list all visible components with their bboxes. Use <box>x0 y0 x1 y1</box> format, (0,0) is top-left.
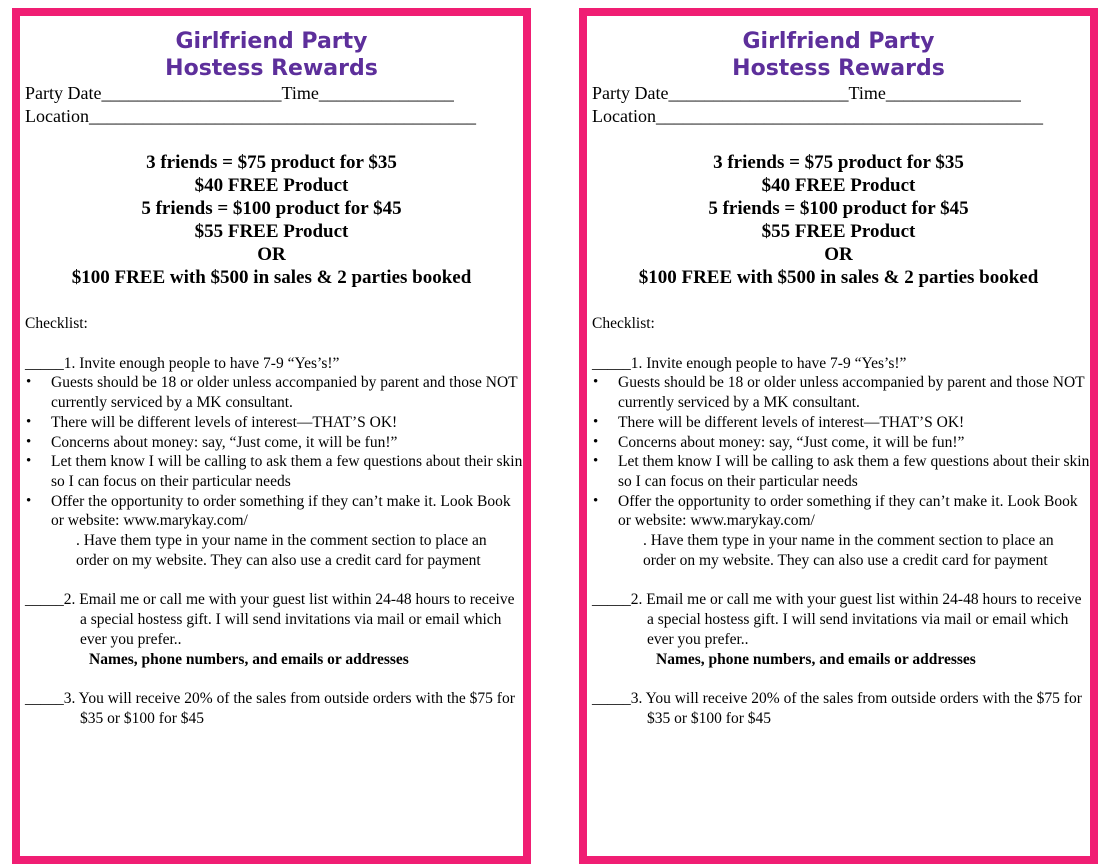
list-item: • Guests should be 18 or older unless accompanied by parent and those NOT currently serviced by a MK consultant. <box>593 374 1085 412</box>
hostess-rewards-card-right <box>579 8 1098 864</box>
offer-line: $55 FREE Product <box>761 221 916 242</box>
title-line-2: Hostess Rewards <box>732 56 945 81</box>
list-item: • There will be different levels of interest—THAT’S OK! <box>26 413 398 431</box>
offer-line: $100 FREE with $500 in sales & 2 parties booked <box>638 267 1039 288</box>
step-3: _____3. You will receive 20% of the sales from outside orders with the $75 for $35 or $100 for $45 <box>592 690 1082 727</box>
bullet-continuation: . Have them type in your name in the comment section to place an order on my website. They can also use a credit card for payment <box>76 532 487 569</box>
step-2: _____2. Email me or call me with your guest list within 24-48 hours to receive a special hostess gift. I will send invitations via mail or email which ever you prefer.. <box>592 591 1082 648</box>
list-item: • Let them know I will be calling to ask them a few questions about their skin so I can focus on their particular needs <box>593 453 1090 490</box>
offer-line: OR <box>257 244 286 265</box>
offer-line: 3 friends = $75 product for $35 <box>713 152 964 173</box>
bullet-icon: • <box>26 374 32 391</box>
title-line-1: Girlfriend Party <box>175 29 368 54</box>
list-item: • Guests should be 18 or older unless accompanied by parent and those NOT currently serviced by a MK consultant. <box>26 374 518 412</box>
list-item: • Let them know I will be calling to ask them a few questions about their skin so I can focus on their particular needs <box>26 453 523 490</box>
offer-line: $40 FREE Product <box>194 175 349 196</box>
step-2-bold: Names, phone numbers, and emails or addresses <box>89 650 409 668</box>
checklist-label: Checklist: <box>592 315 655 332</box>
title-line-2: Hostess Rewards <box>165 56 378 81</box>
step-2: _____2. Email me or call me with your guest list within 24-48 hours to receive a special hostess gift. I will send invitations via mail or email which ever you prefer.. <box>25 591 515 648</box>
checklist-label: Checklist: <box>25 315 88 332</box>
bullet-icon: • <box>593 374 599 391</box>
card-title <box>587 28 1090 82</box>
bullet-icon: • <box>593 413 599 430</box>
location-field: Location___________________________________________ <box>592 106 1043 126</box>
step-1-bullets <box>587 373 1090 531</box>
step-2-bold: Names, phone numbers, and emails or addresses <box>656 650 976 668</box>
step-1: _____1. Invite enough people to have 7-9 “Yes’s!” <box>592 354 907 372</box>
hostess-rewards-card-left <box>12 8 531 864</box>
offers-block <box>587 151 1090 289</box>
bullet-icon: • <box>26 433 32 450</box>
offer-line: 5 friends = $100 product for $45 <box>141 198 402 219</box>
bullet-icon: • <box>26 453 32 470</box>
bullet-icon: • <box>593 492 599 509</box>
offer-line: $100 FREE with $500 in sales & 2 parties booked <box>71 267 472 288</box>
party-date-field: Party Date____________________Time_______________ <box>25 83 454 103</box>
bullet-icon: • <box>26 492 32 509</box>
offers-block <box>20 151 523 289</box>
offer-line: $55 FREE Product <box>194 221 349 242</box>
offer-line: 3 friends = $75 product for $35 <box>146 152 397 173</box>
step-3: _____3. You will receive 20% of the sales from outside orders with the $75 for $35 or $100 for $45 <box>25 690 515 727</box>
offer-line: $40 FREE Product <box>761 175 916 196</box>
list-item: • Offer the opportunity to order something if they can’t make it. Look Book or website: www.marykay.com/ <box>26 492 511 530</box>
list-item: • Offer the opportunity to order something if they can’t make it. Look Book or website: www.marykay.com/ <box>593 492 1078 530</box>
bullet-icon: • <box>26 413 32 430</box>
offer-line: 5 friends = $100 product for $45 <box>708 198 969 219</box>
bullet-icon: • <box>593 453 599 470</box>
step-1: _____1. Invite enough people to have 7-9 “Yes’s!” <box>25 354 340 372</box>
bullet-icon: • <box>593 433 599 450</box>
list-item: • Concerns about money: say, “Just come, it will be fun!” <box>593 433 965 451</box>
location-field: Location___________________________________________ <box>25 106 476 126</box>
card-title <box>20 28 523 82</box>
step-1-bullets <box>20 373 523 531</box>
offer-line: OR <box>824 244 853 265</box>
bullet-continuation: . Have them type in your name in the comment section to place an order on my website. They can also use a credit card for payment <box>643 532 1054 569</box>
list-item: • Concerns about money: say, “Just come, it will be fun!” <box>26 433 398 451</box>
list-item: • There will be different levels of interest—THAT’S OK! <box>593 413 965 431</box>
party-date-field: Party Date____________________Time_______________ <box>592 83 1021 103</box>
title-line-1: Girlfriend Party <box>742 29 935 54</box>
